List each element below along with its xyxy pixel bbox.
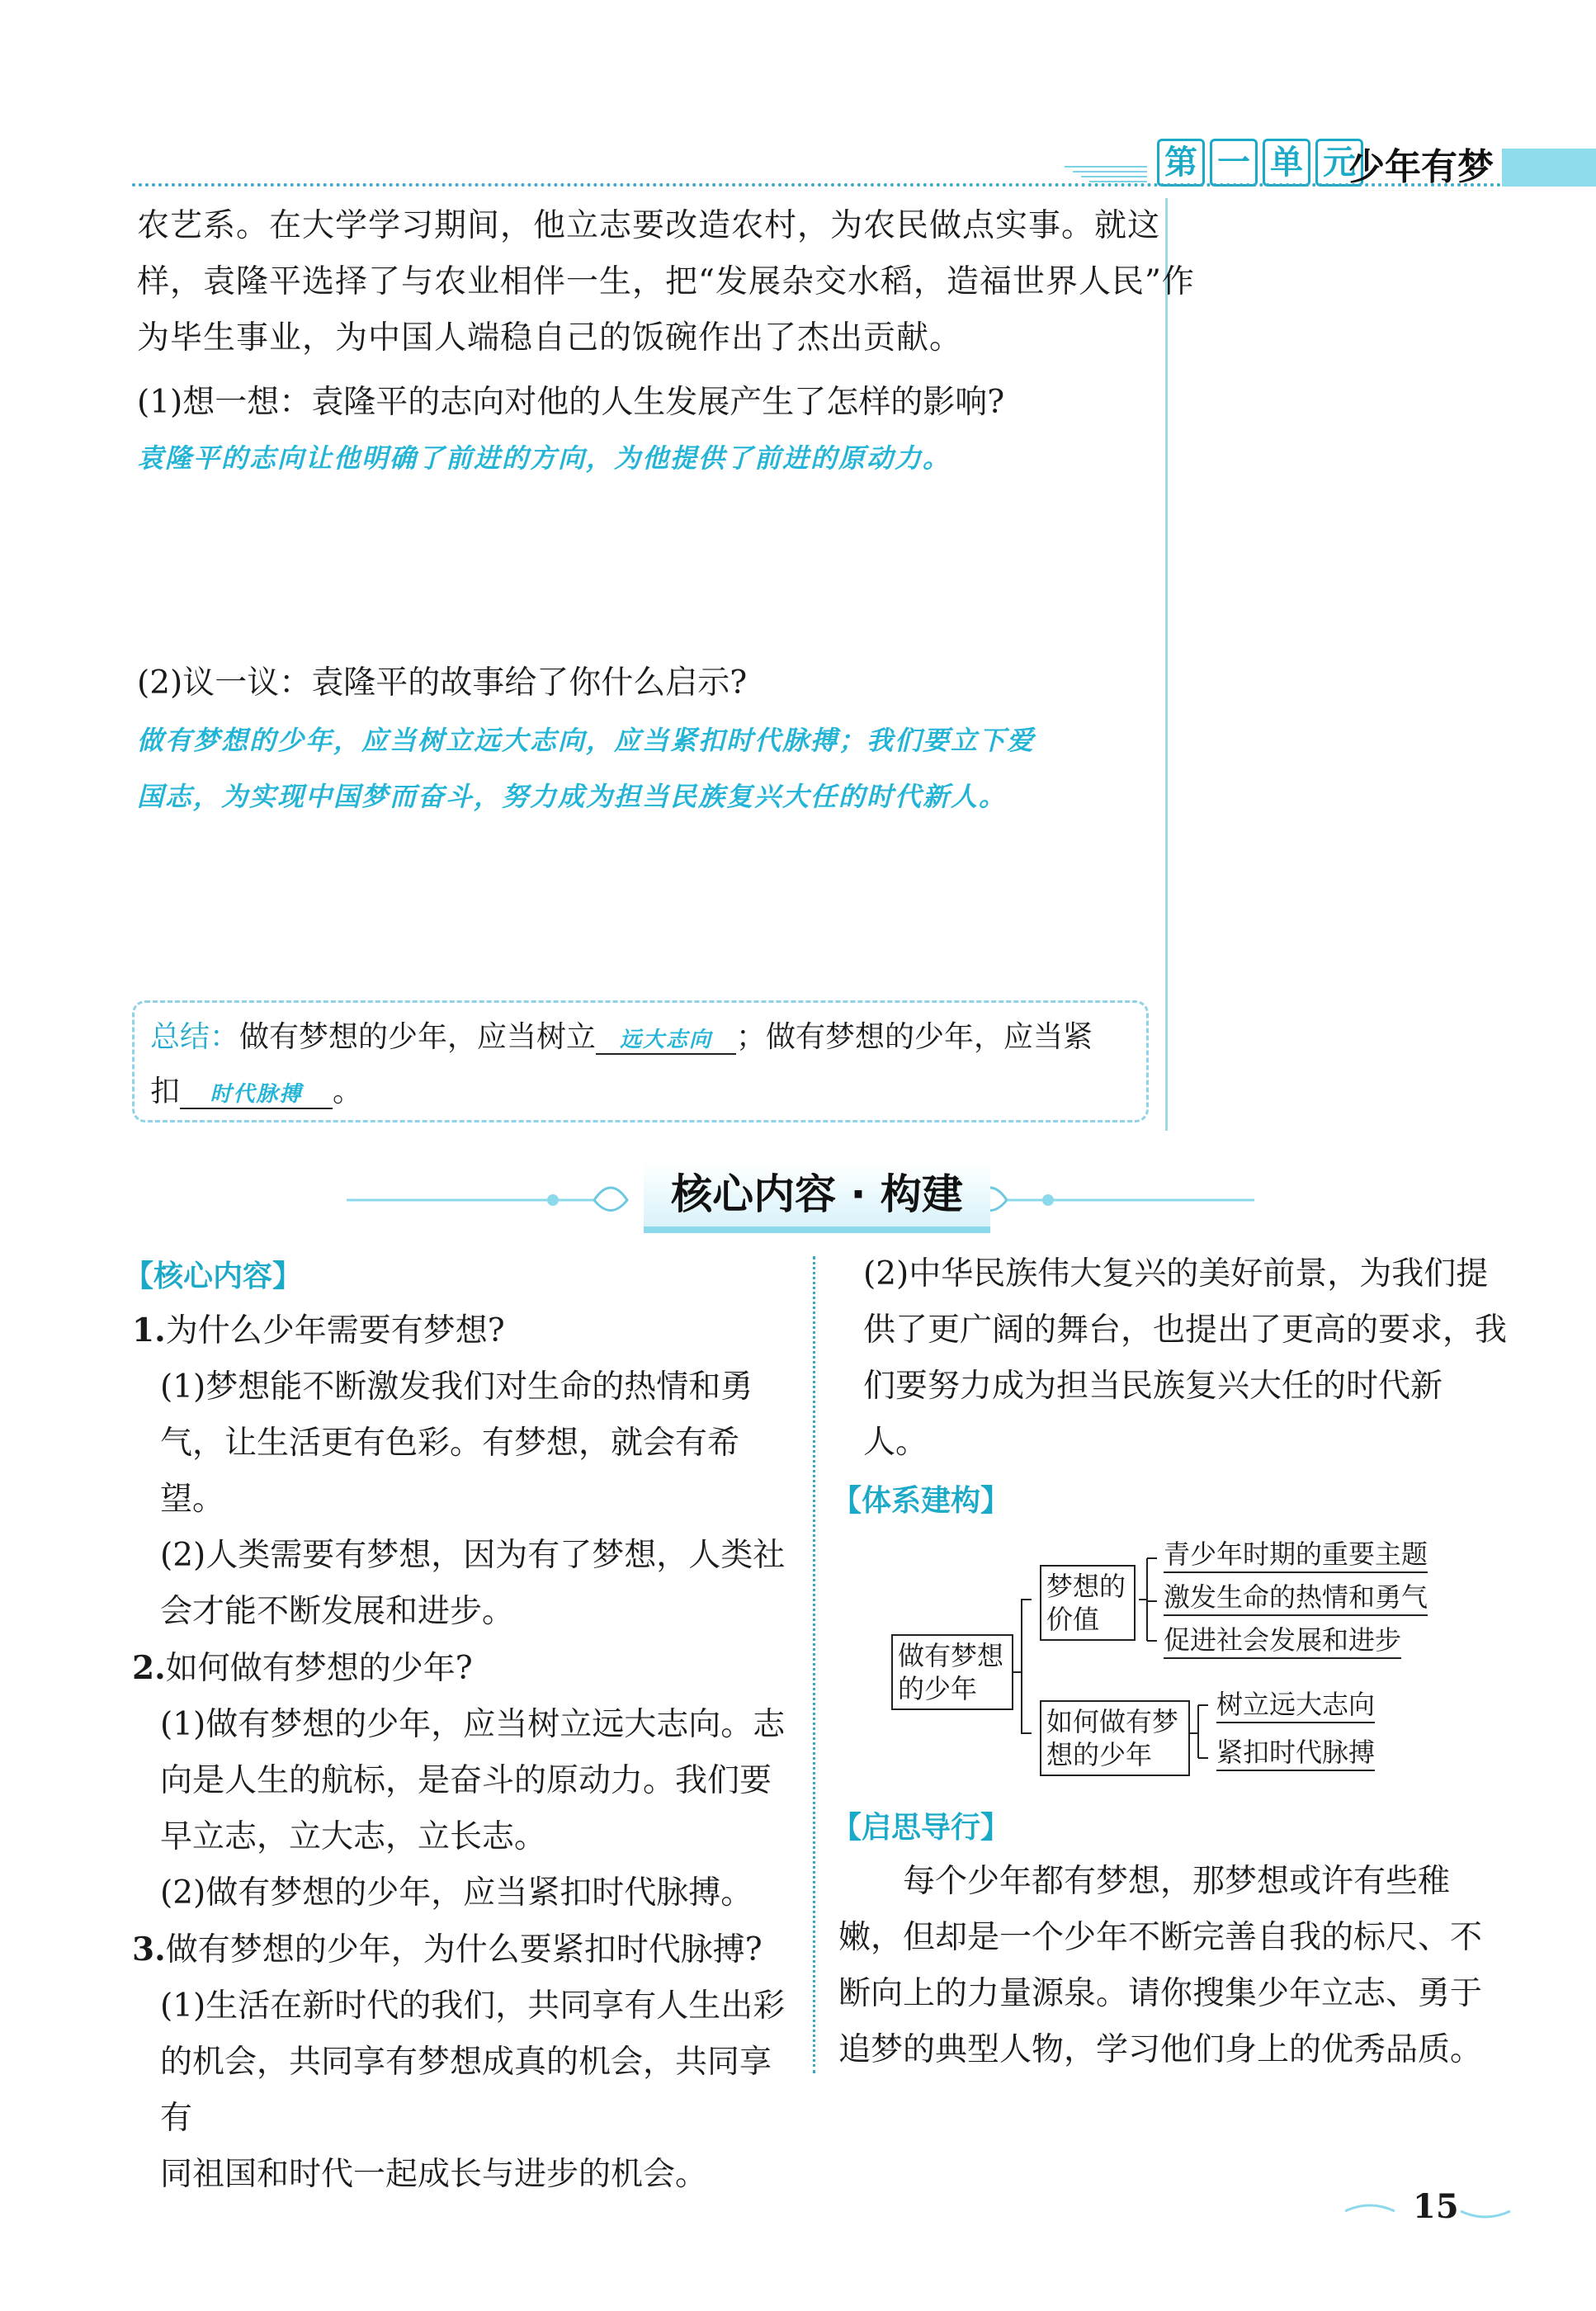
core-paragraph: 的机会，共同享有梦想成真的机会，共同享有 (160, 2044, 772, 2137)
question-1-prompt: (1)想一想：袁隆平的志向对他的人生发展产生了怎样的影响? (137, 384, 1005, 421)
core-paragraph: 向是人生的航标，是奋斗的原动力。我们要 (160, 1762, 772, 1799)
summary-text: 扣 (150, 1075, 181, 1108)
core-content-tag: 【核心内容】 (124, 1259, 303, 1293)
summary-blank-2: 时代脉搏 (180, 1077, 333, 1109)
summary-text: ；做有梦想的少年，应当紧 (736, 1020, 1093, 1054)
diagram-branch-node: 梦想的价值 (1040, 1565, 1136, 1641)
unit-char: 单 (1263, 139, 1310, 187)
unit-subtitle: 少年有梦 (1348, 146, 1494, 188)
insight-line: 追梦的典型人物，学习他们身上的优秀品质。 (838, 2031, 1483, 2068)
core-question (132, 1640, 800, 1697)
right-column-continuation (838, 1246, 1523, 1471)
core-paragraph: 会才能不断发展和进步。 (160, 1593, 515, 1630)
passage-line: 农艺系。在大学学习期间，他立志要改造农村，为农民做点实事。就这 (137, 207, 1161, 244)
header-stripe (1502, 149, 1596, 187)
diagram-leaf: 促进社会发展和进步 (1164, 1619, 1401, 1659)
insight-line: 每个少年都有梦想，那梦想或许有些稚 (903, 1863, 1451, 1900)
core-paragraph: (2)做有梦想的少年，应当紧扣时代脉搏。 (160, 1874, 753, 1912)
page-number: 15 (1413, 2187, 1459, 2226)
question-2-answer-line: 国志，为实现中国梦而奋斗，努力成为担当民族复兴大任的时代新人。 (137, 781, 1008, 812)
passage-text (137, 198, 1195, 366)
core-question (132, 1302, 800, 1359)
concept-diagram (891, 1534, 1469, 1781)
core-question-number: 3. (132, 1931, 166, 1968)
summary-blank-1: 远大志向 (596, 1023, 736, 1055)
question-2-answer-line: 做有梦想的少年，应当树立远大志向，应当紧扣时代脉搏；我们要立下爱 (137, 725, 1036, 756)
core-content-list (132, 1302, 800, 2203)
header-dotted-divider (132, 183, 1502, 187)
unit-label (1157, 139, 1368, 187)
core-question-text: 如何做有梦想的少年? (165, 1650, 473, 1687)
summary-text: 。 (333, 1075, 363, 1108)
core-paragraph: (1)梦想能不断激发我们对生命的热情和勇 (160, 1368, 753, 1406)
summary-label: 总结： (150, 1020, 240, 1054)
column-divider (813, 1256, 815, 2073)
core-paragraph: 气，让生活更有色彩。有梦想，就会有希望。 (160, 1425, 740, 1518)
diagram-leaf: 青少年时期的重要主题 (1164, 1534, 1428, 1573)
system-build-tag: 【体系建构】 (832, 1484, 1011, 1518)
insight-guide-tag: 【启思导行】 (832, 1811, 1011, 1845)
core-paragraph: (2)人类需要有梦想，因为有了梦想，人类社 (160, 1537, 786, 1574)
core-question-text: 做有梦想的少年，为什么要紧扣时代脉搏? (165, 1931, 763, 1968)
core-paragraph: 同祖国和时代一起成长与进步的机会。 (160, 2156, 708, 2193)
summary-line (150, 1068, 362, 1110)
right-column-line: (2)中华民族伟大复兴的美好前景，为我们提 (863, 1255, 1489, 1293)
right-column-line: 供了更广阔的舞台，也提出了更高的要求，我 (863, 1311, 1508, 1349)
diagram-leaf: 紧扣时代脉搏 (1216, 1732, 1375, 1771)
diagram-leaf: 激发生命的热情和勇气 (1164, 1576, 1428, 1616)
unit-char: 一 (1210, 139, 1258, 187)
section-banner-title: 核心内容 · 构建 (644, 1162, 990, 1233)
core-question (132, 1921, 800, 1978)
core-paragraph: 早立志，立大志，立长志。 (160, 1818, 547, 1855)
right-column-line: 们要努力成为担当民族复兴大任的时代新 (863, 1368, 1443, 1405)
insight-paragraph (838, 1854, 1523, 2078)
summary-line (150, 1014, 1093, 1056)
passage-line: 样，袁隆平选择了与农业相伴一生，把“发展杂交水稻，造福世界人民”作 (137, 263, 1195, 300)
insight-line: 嫩，但却是一个少年不断完善自我的标尺、不 (838, 1919, 1483, 1956)
question-1-answer: 袁隆平的志向让他明确了前进的方向，为他提供了前进的原动力。 (137, 442, 951, 474)
core-paragraph: (1)做有梦想的少年，应当树立远大志向。志 (160, 1706, 786, 1743)
passage-line: 为毕生事业，为中国人端稳自己的饭碗作出了杰出贡献。 (137, 319, 963, 357)
unit-char: 元 (1315, 139, 1363, 187)
diagram-root-node: 做有梦想的少年 (891, 1634, 1013, 1710)
question-2-prompt: (2)议一议：袁隆平的故事给了你什么启示? (137, 664, 748, 702)
header-decoration-lines (1065, 163, 1147, 185)
insight-line: 断向上的力量源泉。请你搜集少年立志、勇于 (838, 1975, 1483, 2012)
diagram-leaf: 树立远大志向 (1216, 1684, 1375, 1723)
core-paragraph: (1)生活在新时代的我们，共同享有人生出彩 (160, 1987, 786, 2025)
core-question-number: 2. (132, 1649, 166, 1687)
summary-text: 做有梦想的少年，应当树立 (239, 1020, 597, 1054)
core-question-number: 1. (132, 1311, 166, 1349)
core-question-text: 为什么少年需要有梦想? (165, 1312, 505, 1349)
right-column-line: 人。 (863, 1424, 928, 1461)
diagram-branch-node: 如何做有梦想的少年 (1040, 1700, 1190, 1776)
unit-char: 第 (1157, 139, 1205, 187)
